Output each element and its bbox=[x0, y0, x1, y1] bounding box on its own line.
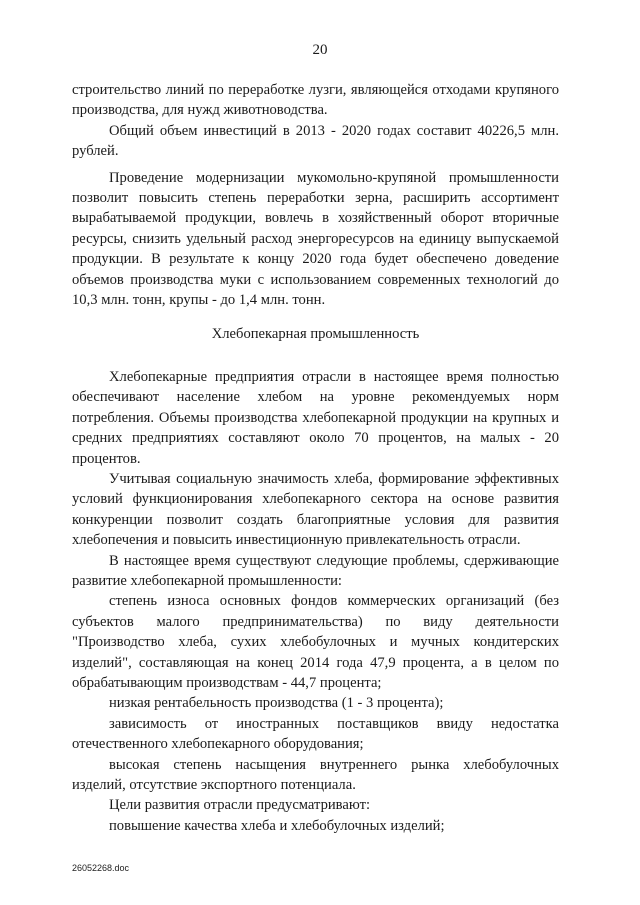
paragraph: Проведение модернизации мукомольно-крупяной промышленности позволит повысить степень переработки зерна, расширить ассортимент вырабатываемой продукции, вовлечь в хозяйственный оборот вторичные ресурсы, снизить удельный расход энергоресурсов на единицу выпускаемой продукции. В результате к концу 2020 года будет обеспечено доведение объемов производства муки с использованием современных технологий до 10,3 млн. тонн, крупы - до 1,4 млн. тонн. bbox=[72, 169, 559, 309]
paragraph: В настоящее время существуют следующие проблемы, сдерживающие развитие хлебопекарной промышленности: bbox=[72, 552, 559, 589]
file-code-footer: 26052268.doc bbox=[72, 863, 130, 873]
paragraph: Цели развития отрасли предусматривают: bbox=[109, 797, 371, 814]
page-number: 20 bbox=[312, 42, 328, 58]
paragraph: строительство линий по переработке лузги, являющейся отходами крупяного производства, для нужд животноводства. bbox=[72, 82, 559, 119]
paragraph: Учитывая социальную значимость хлеба, формирование эффективных условий функционирования хлебопекарного сектора на основе развития конкуренции позволит создать благоприятные условия для развития хлебопечения и повысить инвестиционную привлекательность отрасли. bbox=[72, 470, 559, 549]
list-item: низкая рентабельность производства (1 - 3 процента); bbox=[109, 695, 444, 712]
list-item: высокая степень насыщения внутреннего рынка хлебобулочных изделий, отсутствие экспортного потенциала. bbox=[72, 756, 559, 793]
list-item: повышение качества хлеба и хлебобулочных изделий; bbox=[109, 817, 445, 834]
document-body bbox=[72, 80, 559, 836]
section-heading: Хлебопекарная промышленность bbox=[211, 326, 420, 343]
paragraph: Хлебопекарные предприятия отрасли в настоящее время полностью обеспечивают население хлебом на уровне рекомендуемых норм потребления. Объемы производства хлебопекарной продукции на крупных и средних предприятиях составляют около 70 процентов, на малых - 20 процентов. bbox=[72, 368, 559, 467]
list-item: зависимость от иностранных поставщиков ввиду недостатка отечественного хлебопекарного оборудования; bbox=[72, 715, 559, 753]
list-item: степень износа основных фондов коммерческих организаций (без субъектов малого предпринимательства) по виду деятельности "Производство хлеба, сухих хлебобулочных и мучных кондитерских изделий", составляющая на конец 2014 года 47,9 процента, а в целом по обрабатывающим производствам - 44,7 процента; bbox=[72, 593, 559, 691]
paragraph: Общий объем инвестиций в 2013 - 2020 годах составит 40226,5 млн. рублей. bbox=[72, 122, 559, 160]
